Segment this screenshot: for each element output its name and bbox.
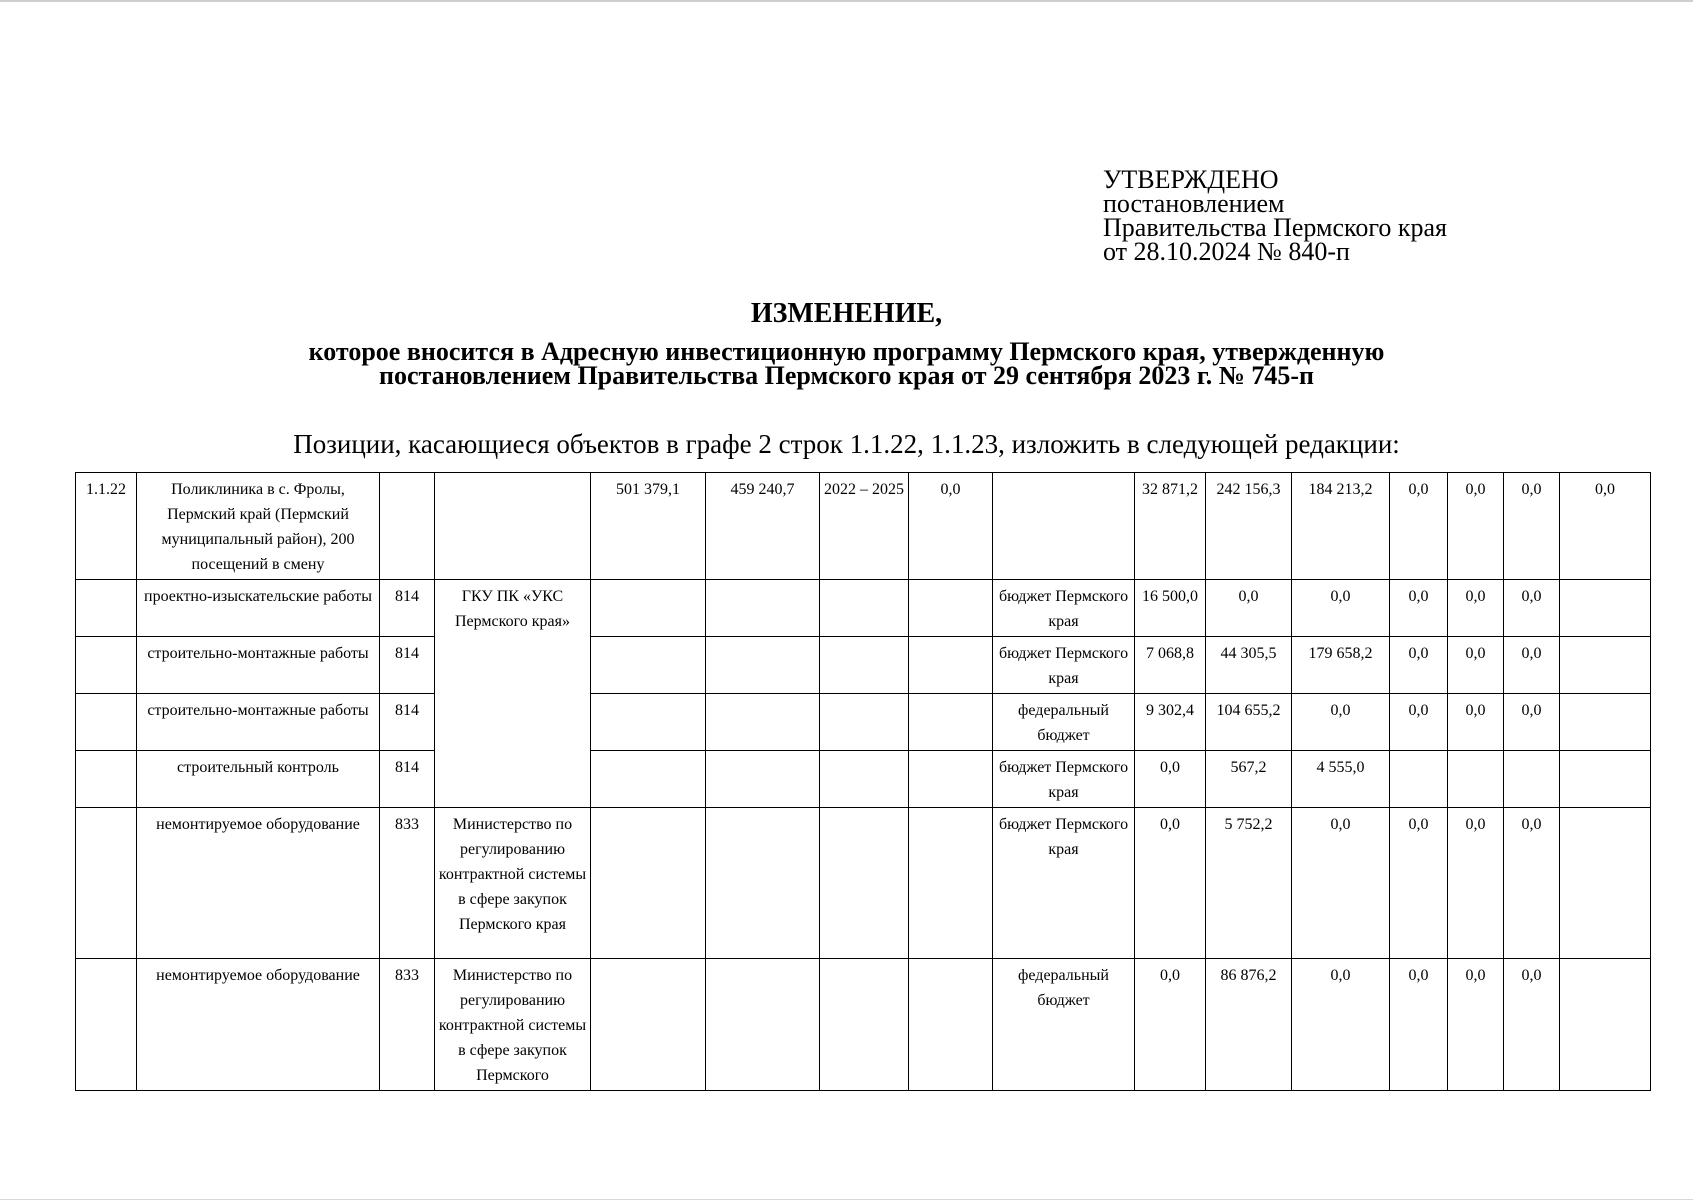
- cell-customer-ministry: Министерство по регулированию контрактной системы в сфере закупок Пермского края: [435, 808, 591, 959]
- cell-year-7: [1560, 808, 1651, 959]
- cell-period: [820, 959, 909, 1091]
- subtitle-line-2: постановлением Правительства Пермского края от 29 сентября 2023 г. № 745-п: [378, 361, 1315, 390]
- cell-remaining-cost: [706, 580, 820, 637]
- cell-source: бюджет Пермского края: [993, 580, 1135, 637]
- cell-prior-funding: 0,0: [909, 473, 993, 580]
- cell-year-7: 0,0: [1560, 473, 1651, 580]
- cell-prior-funding: [909, 959, 993, 1091]
- cell-total-cost: [591, 808, 706, 959]
- table-row-main: [76, 473, 1651, 580]
- cell-remaining-cost: [706, 808, 820, 959]
- cell-year-2: 0,0: [1206, 580, 1292, 637]
- cell-period: 2022 – 2025: [820, 473, 909, 580]
- cell-period: [820, 580, 909, 637]
- cell-source: бюджет Пермского края: [993, 751, 1135, 808]
- cell-year-5: 0,0: [1448, 637, 1504, 694]
- cell-year-4: 0,0: [1390, 959, 1448, 1091]
- cell-customer-ministry: Министерство по регулированию контрактной системы в сфере закупок Пермского: [435, 959, 591, 1091]
- cell-year-6: [1504, 751, 1560, 808]
- cell-year-6: 0,0: [1504, 959, 1560, 1091]
- cell-year-3: 0,0: [1292, 808, 1390, 959]
- cell-source: бюджет Пермского края: [993, 637, 1135, 694]
- cell-year-2: 44 305,5: [1206, 637, 1292, 694]
- cell-total-cost: [591, 694, 706, 751]
- cell-year-1: 0,0: [1135, 959, 1206, 1091]
- cell-source: федеральный бюджет: [993, 959, 1135, 1091]
- cell-grbs: 814: [380, 751, 435, 808]
- table-row: [76, 959, 1651, 1091]
- cell-year-2: 5 752,2: [1206, 808, 1292, 959]
- cell-year-3: 0,0: [1292, 959, 1390, 1091]
- cell-code: [76, 808, 137, 959]
- cell-year-4: 0,0: [1390, 808, 1448, 959]
- cell-customer-uks: ГКУ ПК «УКС Пермского края»: [435, 580, 591, 808]
- cell-total-cost: [591, 751, 706, 808]
- document-subtitle: [0, 337, 1693, 390]
- cell-period: [820, 694, 909, 751]
- cell-year-7: [1560, 637, 1651, 694]
- cell-code: [76, 694, 137, 751]
- cell-remaining-cost: 459 240,7: [706, 473, 820, 580]
- cell-year-3: 0,0: [1292, 694, 1390, 751]
- cell-year-3: 184 213,2: [1292, 473, 1390, 580]
- cell-year-2: 242 156,3: [1206, 473, 1292, 580]
- cell-year-6: 0,0: [1504, 637, 1560, 694]
- cell-year-1: 9 302,4: [1135, 694, 1206, 751]
- cell-year-5: 0,0: [1448, 473, 1504, 580]
- cell-work-type: строительно-монтажные работы: [137, 694, 380, 751]
- table-row: [76, 637, 1651, 694]
- approval-line-4: от 28.10.2024 № 840-п: [1103, 237, 1350, 266]
- approval-line-1: УТВЕРЖДЕНО: [1103, 165, 1279, 194]
- cell-year-4: [1390, 751, 1448, 808]
- cell-year-1: 0,0: [1135, 751, 1206, 808]
- subtitle-line-1: которое вносится в Адресную инвестиционную программу Пермского края, утвержденную: [308, 337, 1385, 366]
- cell-code: [76, 580, 137, 637]
- cell-prior-funding: [909, 751, 993, 808]
- cell-year-3: 179 658,2: [1292, 637, 1390, 694]
- cell-year-5: 0,0: [1448, 694, 1504, 751]
- cell-work-type: строительный контроль: [137, 751, 380, 808]
- cell-year-4: 0,0: [1390, 580, 1448, 637]
- cell-year-7: [1560, 959, 1651, 1091]
- cell-year-1: 0,0: [1135, 808, 1206, 959]
- cell-year-6: 0,0: [1504, 808, 1560, 959]
- cell-total-cost: [591, 580, 706, 637]
- cell-year-4: 0,0: [1390, 637, 1448, 694]
- approval-line-3: Правительства Пермского края: [1103, 213, 1447, 242]
- cell-year-2: 104 655,2: [1206, 694, 1292, 751]
- cell-prior-funding: [909, 694, 993, 751]
- cell-total-cost: 501 379,1: [591, 473, 706, 580]
- cell-grbs: 814: [380, 580, 435, 637]
- cell-year-5: [1448, 751, 1504, 808]
- cell-grbs: [380, 473, 435, 580]
- cell-year-4: 0,0: [1390, 694, 1448, 751]
- table-row: [76, 808, 1651, 959]
- cell-remaining-cost: [706, 637, 820, 694]
- cell-period: [820, 637, 909, 694]
- cell-remaining-cost: [706, 751, 820, 808]
- cell-work-type: проектно-изыскательские работы: [137, 580, 380, 637]
- cell-grbs: 833: [380, 959, 435, 1091]
- cell-code: [76, 637, 137, 694]
- cell-year-3: 0,0: [1292, 580, 1390, 637]
- cell-remaining-cost: [706, 959, 820, 1091]
- cell-year-5: 0,0: [1448, 808, 1504, 959]
- table-row: [76, 694, 1651, 751]
- cell-year-3: 4 555,0: [1292, 751, 1390, 808]
- cell-code: [76, 959, 137, 1091]
- cell-year-2: 86 876,2: [1206, 959, 1292, 1091]
- table-row: [76, 751, 1651, 808]
- cell-source: федеральный бюджет: [993, 694, 1135, 751]
- approval-stamp: [1103, 165, 1447, 266]
- instruction-text: Позиции, касающиеся объектов в графе 2 строк 1.1.22, 1.1.23, изложить в следующей редакции:: [293, 429, 1400, 459]
- cell-year-5: 0,0: [1448, 959, 1504, 1091]
- cell-year-4: 0,0: [1390, 473, 1448, 580]
- cell-grbs: 814: [380, 694, 435, 751]
- cell-period: [820, 751, 909, 808]
- cell-year-7: [1560, 580, 1651, 637]
- cell-year-6: 0,0: [1504, 473, 1560, 580]
- document-title: ИЗМЕНЕНИЕ,: [750, 298, 943, 329]
- cell-prior-funding: [909, 580, 993, 637]
- cell-customer: [435, 473, 591, 580]
- cell-year-6: 0,0: [1504, 694, 1560, 751]
- cell-grbs: 833: [380, 808, 435, 959]
- cell-year-7: [1560, 694, 1651, 751]
- cell-work-type: немонтируемое оборудование: [137, 808, 380, 959]
- cell-year-1: 7 068,8: [1135, 637, 1206, 694]
- cell-source: бюджет Пермского края: [993, 808, 1135, 959]
- cell-year-1: 16 500,0: [1135, 580, 1206, 637]
- cell-year-1: 32 871,2: [1135, 473, 1206, 580]
- cell-year-7: [1560, 751, 1651, 808]
- cell-work-type: немонтируемое оборудование: [137, 959, 380, 1091]
- cell-grbs: 814: [380, 637, 435, 694]
- cell-period: [820, 808, 909, 959]
- table-row: [76, 580, 1651, 637]
- cell-remaining-cost: [706, 694, 820, 751]
- approval-line-2: постановлением: [1103, 189, 1285, 218]
- cell-total-cost: [591, 959, 706, 1091]
- cell-year-6: 0,0: [1504, 580, 1560, 637]
- cell-work-type: строительно-монтажные работы: [137, 637, 380, 694]
- program-table: [75, 472, 1651, 1091]
- cell-year-2: 567,2: [1206, 751, 1292, 808]
- cell-object-name: Поликлиника в с. Фролы, Пермский край (Пермский муниципальный район), 200 посещений в смену: [137, 473, 380, 580]
- cell-code: [76, 751, 137, 808]
- cell-prior-funding: [909, 808, 993, 959]
- cell-year-5: 0,0: [1448, 580, 1504, 637]
- cell-prior-funding: [909, 637, 993, 694]
- cell-total-cost: [591, 637, 706, 694]
- scan-edge-top: [0, 0, 1693, 2]
- cell-source: [993, 473, 1135, 580]
- cell-code: 1.1.22: [76, 473, 137, 580]
